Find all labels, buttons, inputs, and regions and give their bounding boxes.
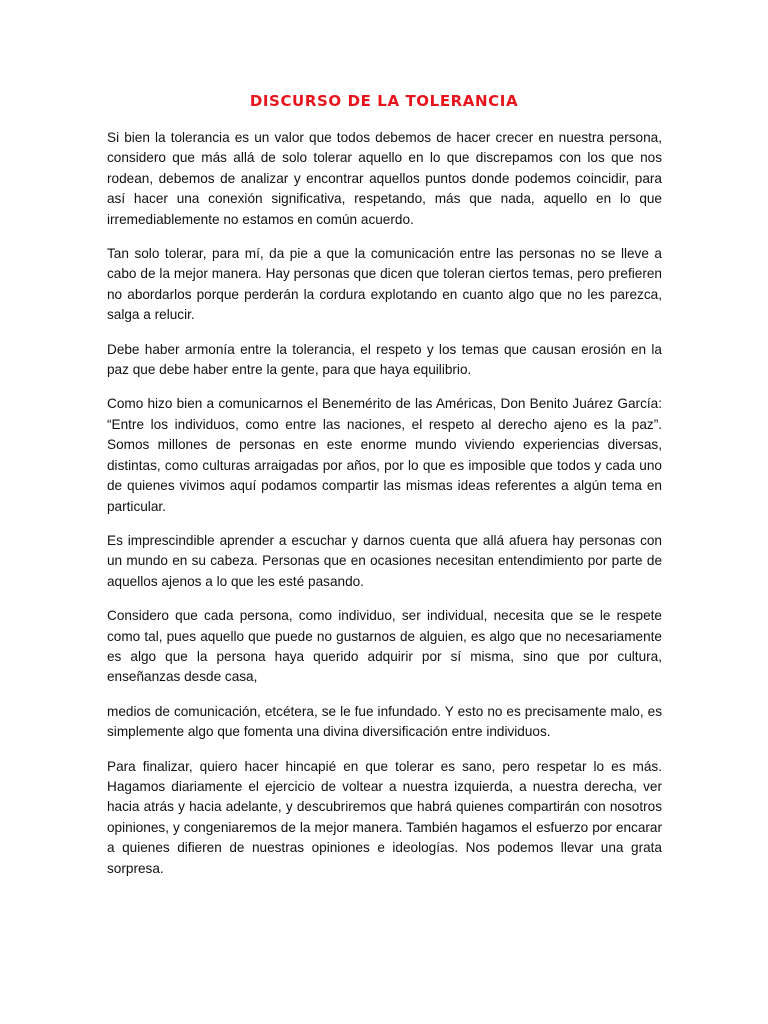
paragraph: Es imprescindible aprender a escuchar y darnos cuenta que allá afuera hay personas con un mundo en su cabeza. Personas que en ocasiones necesitan entendimiento por parte de aquellos ajenos a lo que les esté pasando. bbox=[107, 532, 662, 589]
document-body bbox=[107, 128, 662, 893]
paragraph: Debe haber armonía entre la tolerancia, el respeto y los temas que causan erosión en la paz que debe haber entre la gente, para que haya equilibrio. bbox=[107, 341, 662, 378]
paragraph: Considero que cada persona, como individuo, ser individual, necesita que se le respete como tal, pues aquello que puede no gustarnos de alguien, es algo que no necesariamente es algo que la persona haya querido adquirir por sí misma, sino que por cultura, enseñanzas desde casa, bbox=[107, 608, 662, 685]
page-title: DISCURSO DE LA TOLERANCIA bbox=[249, 92, 519, 110]
paragraph: Como hizo bien a comunicarnos el Benemérito de las Américas, Don Benito Juárez García: “Entre los individuos, como entre las naciones, el respeto al derecho ajeno es la paz”. Somos millones de personas en este enorme mundo viviendo experiencias diversas, distintas, como culturas arraigadas por años, por lo que es imposible que todos y cada uno de quienes vivimos aquí podamos compartir las mismas ideas referentes a algún tema en particular. bbox=[107, 396, 662, 514]
paragraph: medios de comunicación, etcétera, se le fue infundado. Y esto no es precisamente malo, es simplemente algo que fomenta una divina diversificación entre individuos. bbox=[107, 703, 662, 740]
paragraph: Tan solo tolerar, para mí, da pie a que la comunicación entre las personas no se lleve a cabo de la mejor manera. Hay personas que dicen que toleran ciertos temas, pero prefieren no abordarlos porque perderán la cordura explotando en cuanto algo que no les parezca, salga a relucir. bbox=[107, 246, 662, 323]
paragraph: Si bien la tolerancia es un valor que todos debemos de hacer crecer en nuestra persona, considero que más allá de solo tolerar aquello en lo que discrepamos con los que nos rodean, debemos de analizar y encontrar aquellos puntos donde podemos coincidir, para así hacer una conexión significativa, respetando, más que nada, aquello en lo que irremediablemente no estamos en común acuerdo. bbox=[107, 130, 662, 227]
paragraph: Para finalizar, quiero hacer hincapié en que tolerar es sano, pero respetar lo es más. Hagamos diariamente el ejercicio de voltear a nuestra izquierda, a nuestra derecha, ver hacia atrás y hacia adelante, y descubriremos que habrá quienes compartirán con nosotros opiniones, y congeniaremos de la mejor manera. También hagamos el esfuerzo por encarar a quienes difieren de nuestras opiniones e ideologías. Nos podemos llevar una grata sorpresa. bbox=[107, 758, 662, 876]
